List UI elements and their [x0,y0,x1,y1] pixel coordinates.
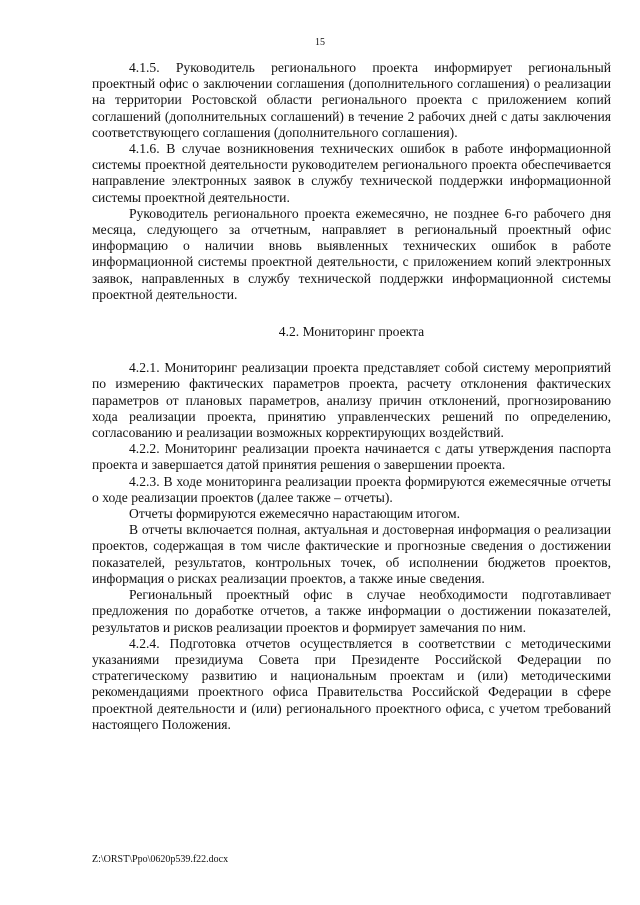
paragraph-4-2-1: 4.2.1. Мониторинг реализации проекта представляет собой систему мероприятий по измерению фактических параметров проекта, расчету отклонения фактических параметров от плановых параметров, анализу причин отклонений, прогнозированию хода реализации проекта, принятию управленческих решений по определению, согласованию и реализации возможных корректирующих воздействий. [92,360,611,441]
paragraph-office-proposals: Региональный проектный офис в случае необходимости подготавливает предложения по доработке отчетов, а также информации о достижении показателей, результатов и рисков реализации проектов и формирует замечания по ним. [92,587,611,635]
paragraph-4-2-3: 4.2.3. В ходе мониторинга реализации проекта формируются ежемесячные отчеты о ходе реализации проектов (далее также – отчеты). [92,473,611,505]
page-number: 15 [315,37,325,48]
paragraph-4-2-4: 4.2.4. Подготовка отчетов осуществляется в соответствии с методическими указаниями президиума Совета при Президенте Российской Федерации по стратегическому развитию и национальным проектам и (или) методическими рекомендациями проектного офиса Правительства Российской Федерации в сфере проектной деятельности и (или) регионального проектного офиса, с учетом требований настоящего Положения. [92,635,611,732]
footer-file-path: Z:\ORST\Ppo\0620p539.f22.docx [92,854,229,865]
document-body [92,60,611,733]
paragraph-reports-content: В отчеты включается полная, актуальная и достоверная информация о реализации проектов, содержащая в том числе фактические и прогнозные сведения о достижении показателей, результатов, контрольных точек, об исполнении бюджетов проектов, информация о рисках реализации проектов, а также иные сведения. [92,522,611,586]
paragraph-reports-monthly: Отчеты формируются ежемесячно нарастающим итогом. [129,506,461,522]
paragraph-4-1-6: 4.1.6. В случае возникновения технических ошибок в работе информационной системы проектной деятельности руководителем регионального проекта обеспечивается направление электронных заявок в службу технической поддержки информационной системы проектной деятельности. [92,141,611,205]
paragraph-4-2-2: 4.2.2. Мониторинг реализации проекта начинается с даты утверждения паспорта проекта и завершается датой принятия решения о завершении проекта. [92,441,611,473]
section-heading-4-2: 4.2. Мониторинг проекта [278,324,425,340]
paragraph-monthly-errors: Руководитель регионального проекта ежемесячно, не позднее 6-го рабочего дня месяца, следующего за отчетным, направляет в региональный проектный офис информацию о наличии вновь выявленных технических ошибок в работе информационной системы проектной деятельности, с приложением копий электронных заявок, направленных в службу технической поддержки информационной системы проектной деятельности. [92,205,611,302]
paragraph-4-1-5: 4.1.5. Руководитель регионального проекта информирует региональный проектный офис о заключении соглашения (дополнительного соглашения) о реализации на территории Ростовской области регионального проекта с приложением копий соглашений (дополнительных соглашений) в течение 2 рабочих дней с даты заключения соответствующего соглашения (дополнительного соглашения). [92,60,611,140]
